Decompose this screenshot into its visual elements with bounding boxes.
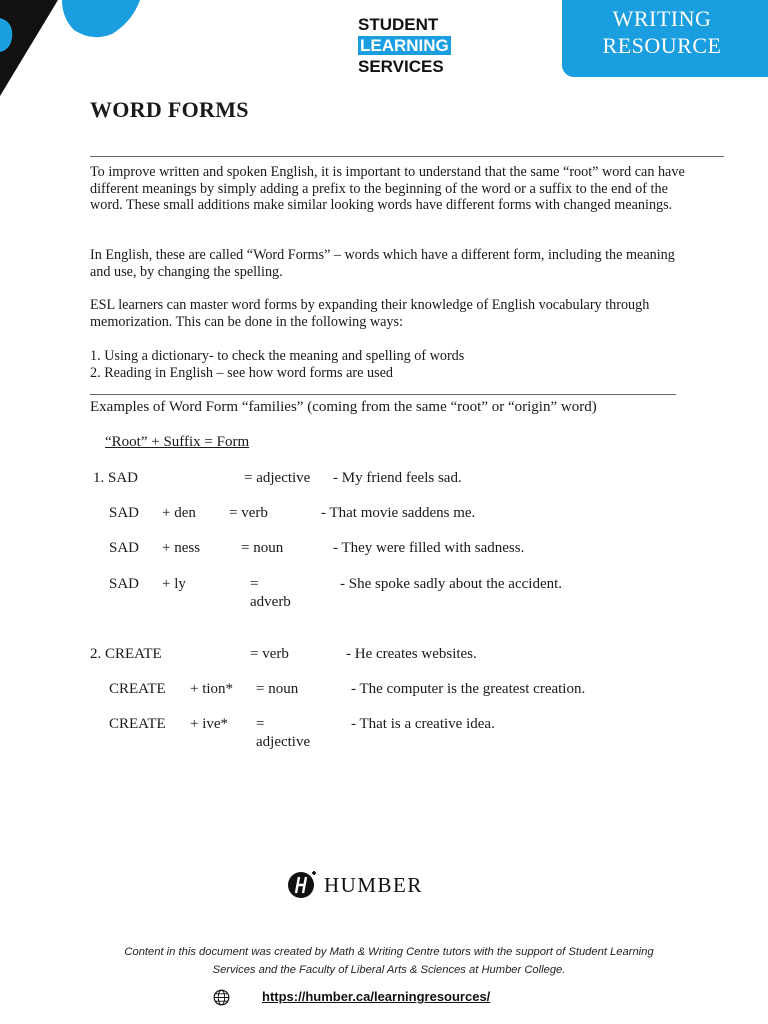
family-example: - She spoke sadly about the accident. — [340, 576, 563, 592]
family-suffix: + tion* — [190, 681, 234, 697]
logo-line-services: SERVICES — [358, 57, 444, 76]
writing-resource-tab — [562, 0, 768, 77]
corner-decoration — [0, 0, 150, 100]
family-root: SAD — [109, 576, 140, 592]
tab-line-writing: WRITING — [612, 6, 712, 31]
footer-credit-line-2: Services and the Faculty of Liberal Arts & Sciences at Humber College. — [212, 964, 566, 976]
family-example: - That is a creative idea. — [351, 716, 495, 732]
footer-credit-line-1: Content in this document was created by Math & Writing Centre tutors with the support of Student Learning — [124, 946, 654, 958]
humber-h-logo-icon — [286, 869, 318, 901]
family-form: = adjective — [244, 470, 311, 486]
family-example: - The computer is the greatest creation. — [351, 681, 586, 697]
section-divider — [90, 394, 676, 395]
family-root: SAD — [109, 540, 140, 556]
intro-paragraph-3: ESL learners can master word forms by expanding their knowledge of English vocabulary through memorization. This can be done in the following ways: — [90, 297, 650, 330]
logo-line-student: STUDENT — [358, 15, 439, 34]
tab-line-resource: RESOURCE — [602, 33, 722, 58]
family-suffix: + den — [162, 505, 196, 521]
ways-list — [90, 348, 690, 381]
family-root: 2. CREATE — [90, 646, 162, 662]
family-form: = verb — [250, 646, 289, 662]
family-root: 1. SAD — [93, 470, 139, 486]
humber-logo — [286, 869, 423, 901]
logo-line-learning: LEARNING — [360, 36, 449, 55]
learning-resources-link[interactable]: https://humber.ca/learningresources/ — [262, 989, 491, 1004]
examples-heading: Examples of Word Form “families” (coming from the same “root” or “origin” word) — [90, 399, 597, 415]
family-example: - My friend feels sad. — [333, 470, 462, 486]
intro-paragraph-2: In English, these are called “Word Forms” – words which have a different form, including the meaning and use, by changing the spelling. — [90, 247, 675, 280]
family-suffix: + ive* — [190, 716, 229, 732]
title-divider — [90, 156, 724, 157]
formula-line: “Root” + Suffix = Form — [105, 434, 250, 450]
family-form: = noun — [241, 540, 284, 556]
family-root: CREATE — [109, 681, 166, 697]
family-form-continued: adjective — [256, 734, 311, 750]
family-form-continued: adverb — [250, 594, 291, 610]
page-title: WORD FORMS — [90, 97, 249, 122]
family-root: CREATE — [109, 716, 166, 732]
family-example: - That movie saddens me. — [321, 505, 476, 521]
family-example: - They were filled with sadness. — [333, 540, 525, 556]
family-suffix: + ness — [162, 540, 201, 556]
family-form: = verb — [229, 505, 268, 521]
family-root: SAD — [109, 505, 140, 521]
family-form: = noun — [256, 681, 299, 697]
globe-icon — [213, 989, 230, 1006]
family-form: = — [256, 716, 265, 732]
intro-paragraph-1: To improve written and spoken English, it is important to understand that the same “root” word can have different meanings by simply adding a prefix to the beginning of the word or a suffix to the end of the word. These small additions make similar looking words have different forms with changed meanings. — [90, 164, 685, 213]
student-learning-services-logo — [358, 14, 451, 77]
way-item: 2. Reading in English – see how word forms are used — [90, 364, 394, 381]
family-suffix: + ly — [162, 576, 186, 592]
family-example: - He creates websites. — [346, 646, 477, 662]
family-form: = — [250, 576, 259, 592]
humber-wordmark: HUMBER — [324, 872, 423, 897]
way-item: 1. Using a dictionary- to check the meaning and spelling of words — [90, 348, 465, 364]
